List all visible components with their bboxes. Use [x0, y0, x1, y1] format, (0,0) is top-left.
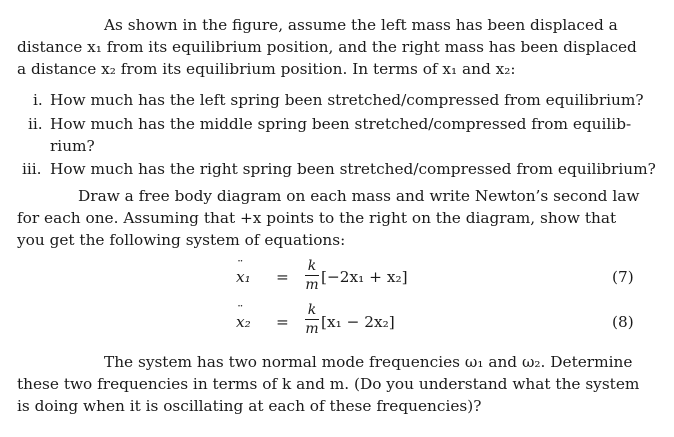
p3-line2: these two frequencies in terms of k and m. (Do you understand what the system	[17, 375, 640, 393]
eq8-fraction	[305, 302, 319, 337]
question-iii-marker: iii.	[22, 160, 42, 178]
question-ii-continuation: rium?	[50, 137, 95, 155]
eq7-rhs: [−2x₁ + x₂]	[321, 268, 408, 286]
eq8-numerator: k	[307, 302, 317, 318]
eq8-number: (8)	[612, 313, 634, 331]
question-ii-marker: ii.	[28, 115, 43, 133]
question-i-marker: i.	[33, 91, 43, 109]
eq7-fraction	[305, 258, 319, 293]
p1-line2: distance x₁ from its equilibrium position, and the right mass has been displaced	[17, 38, 637, 56]
p2-line3: you get the following system of equations:	[17, 231, 346, 249]
question-ii-text: How much has the middle spring been stretched/compressed from equilib-	[50, 115, 632, 133]
eq7-lhs: ¨ x₁	[236, 268, 251, 286]
eq7-denominator: m	[305, 277, 319, 293]
p3-line3: is doing when it is oscillating at each of these frequencies)?	[17, 397, 482, 415]
p2-line2: for each one. Assuming that +x points to the right on the diagram, show that	[17, 209, 617, 227]
eq7-number: (7)	[612, 268, 634, 286]
eq8-lhs: ¨ x₂	[236, 313, 251, 331]
p2-line1: Draw a free body diagram on each mass and write Newton’s second law	[78, 187, 640, 205]
eq7-numerator: k	[307, 258, 317, 274]
p1-line1: As shown in the figure, assume the left mass has been displaced a	[104, 16, 618, 34]
eq8-denominator: m	[305, 321, 319, 337]
question-iii-text: How much has the right spring been stretched/compressed from equilibrium?	[50, 160, 656, 178]
eq7-equals: =	[276, 268, 289, 286]
eq8-rhs: [x₁ − 2x₂]	[321, 313, 395, 331]
eq8-equals: =	[276, 313, 289, 331]
question-i-text: How much has the left spring been stretched/compressed from equilibrium?	[50, 91, 644, 109]
p1-line3: a distance x₂ from its equilibrium position. In terms of x₁ and x₂:	[17, 60, 516, 78]
p3-line1: The system has two normal mode frequencies ω₁ and ω₂. Determine	[104, 353, 633, 371]
